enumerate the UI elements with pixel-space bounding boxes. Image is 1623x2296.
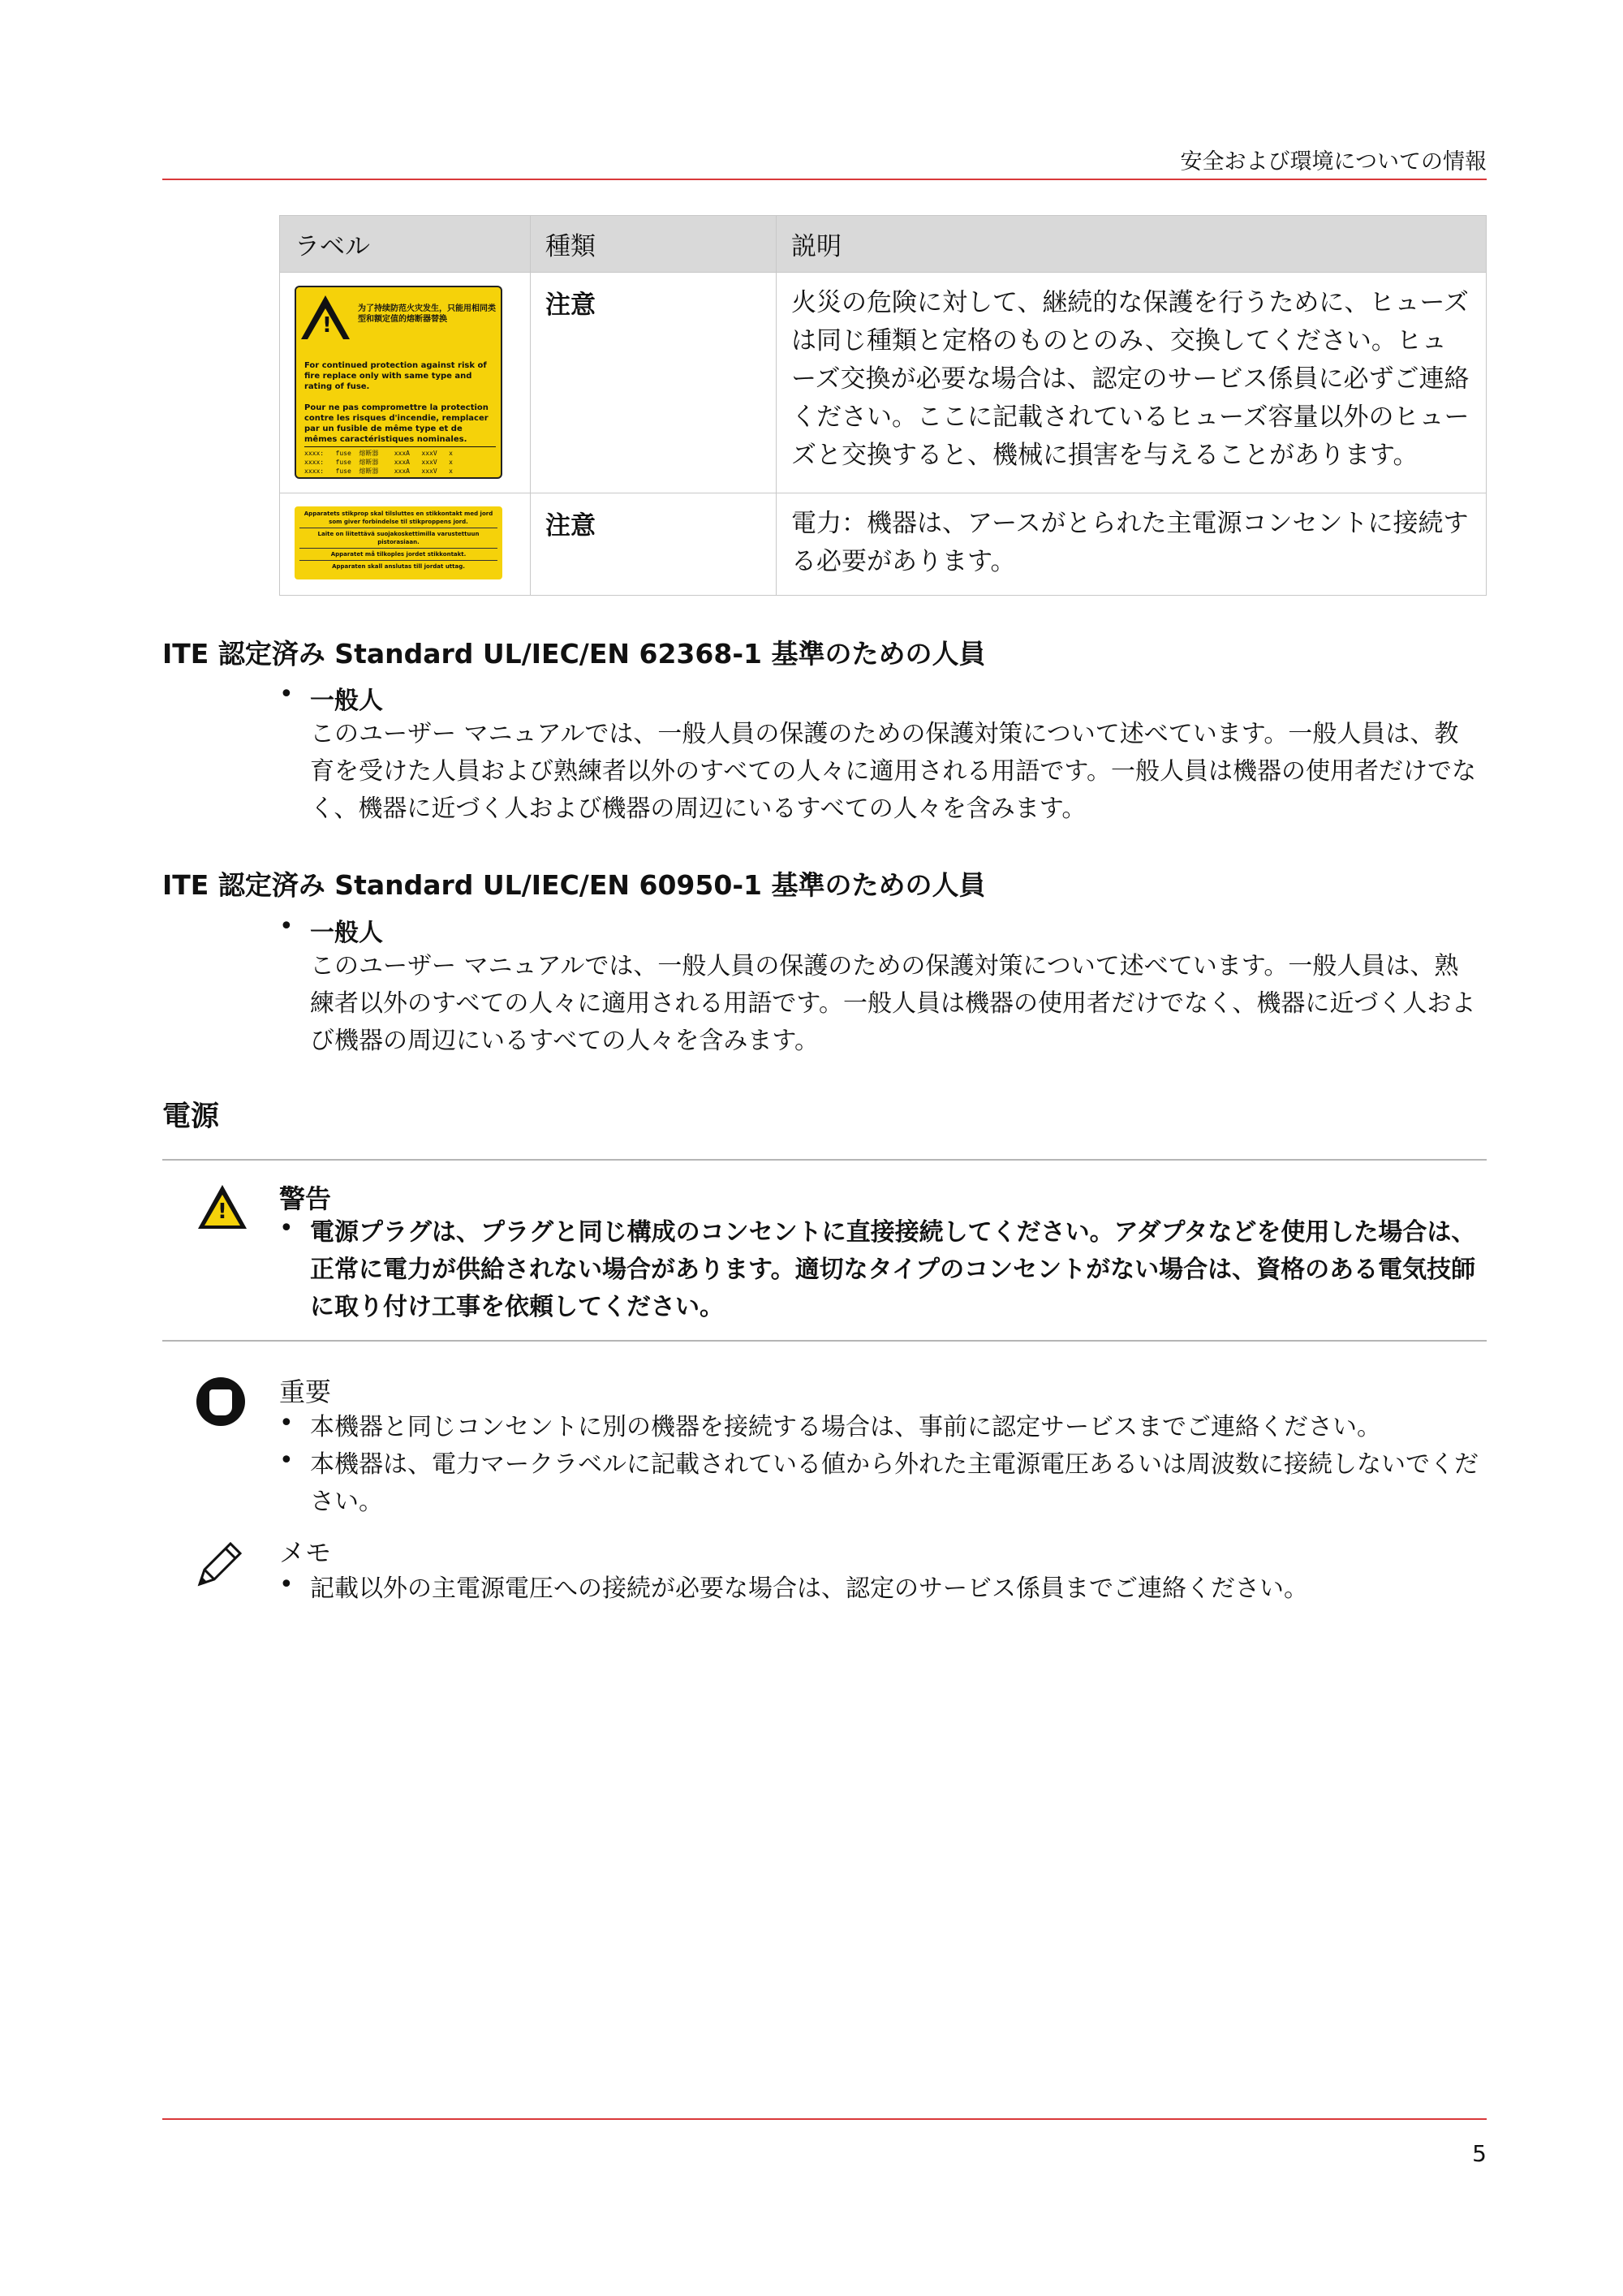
section-heading-62368: ITE 認定済み Standard UL/IEC/EN 62368-1 基準のための人員: [162, 638, 986, 670]
section-body: このユーザー マニュアルでは、一般人員の保護のための保護対策について述べています。一般人員は、熟練者以外のすべての人々に適用される用語です。一般人員は機器の使用者だけでなく、機器に近づく人および機器の周辺にいるすべての人々を含みます。: [310, 952, 1476, 1055]
important-item: 本機器と同じコンセントに別の機器を接続する場合は、事前に認定サービスまでご連絡ください。: [310, 1413, 1381, 1441]
label-cell: [280, 493, 531, 596]
column-header-label: ラベル: [280, 216, 531, 273]
divider: [162, 1159, 1487, 1161]
label-text-no: Apparatet må tilkoples jordet stikkontakt.: [330, 551, 467, 558]
bullet-dot: •: [279, 1214, 294, 1243]
bullet-dot: •: [279, 1570, 294, 1599]
bullet-dot: •: [279, 1409, 294, 1437]
label-text-cn: 为了持续防范火灾发生，只能用相同类型和额定值的熔断器替换: [358, 304, 496, 324]
label-text-fi: Laite on liitettävä suojakoskettimilla varustettuun pistorasiaan.: [317, 531, 480, 545]
label-text-sv: Apparaten skall anslutas till jordat uttag.: [332, 563, 465, 570]
table-header-row: [280, 216, 1487, 273]
warning-title: 警告: [279, 1183, 332, 1214]
memo-item: 記載以外の主電源電圧への接続が必要な場合は、認定のサービス係員までご連絡ください。: [310, 1574, 1308, 1603]
divider: [162, 1340, 1487, 1342]
bullet-dot: •: [279, 1446, 294, 1475]
bullet-title: 一般人: [310, 687, 383, 715]
table-row: [280, 273, 1487, 493]
bullet-title: 一般人: [310, 919, 383, 947]
type-cell: 注意: [531, 273, 777, 493]
label-fuse-rows: xxxx: fuse 熔断器 xxxA xxxV x xxxx: fuse 熔断器 xxxA xxxV x xxxx: fuse 熔断器 xxxA xxxV x: [304, 450, 453, 475]
bullet-dot: •: [279, 912, 294, 941]
section-body: このユーザー マニュアルでは、一般人員の保護のための保護対策について述べています。一般人員は、教育を受けた人員および熟練者以外のすべての人々に適用される用語です。一般人員は機器の使用者だけでなく、機器に近づく人および機器の周辺にいるすべての人々を含みます。: [310, 720, 1476, 823]
page-header-title: 安全および環境についての情報: [1180, 149, 1487, 174]
label-text-fr: Pour ne pas compromettre la protection contre les risques d'incendie, remplacer par un fusible de même type et de mêmes caractéristiques nominales.: [304, 403, 489, 444]
footer-rule: [162, 2118, 1487, 2120]
important-item: 本機器は、電力マークラベルに記載されている値から外れた主電源電圧あるいは周波数に接続しないでください。: [310, 1450, 1479, 1516]
label-table: [279, 215, 1487, 596]
page-number: 5: [1472, 2140, 1487, 2167]
column-header-type: 種類: [531, 216, 777, 273]
section-heading-60950: ITE 認定済み Standard UL/IEC/EN 60950-1 基準のための人員: [162, 869, 986, 901]
column-header-description: 説明: [777, 216, 1487, 273]
important-title: 重要: [279, 1376, 332, 1407]
memo-title: メモ: [279, 1537, 332, 1568]
description-cell: 電力：機器は、アースがとられた主電源コンセントに接続する必要があります。: [777, 493, 1487, 596]
power-heading: 電源: [162, 1101, 220, 1133]
label-text-da: Apparatets stikprop skal tilsluttes en stikkontakt med jord som giver forbindelse til stikproppens jord.: [304, 510, 493, 525]
header-rule: [162, 179, 1487, 180]
ground-warning-label-image: [295, 506, 502, 579]
description-cell: 火災の危険に対して、継続的な保護を行うために、ヒューズは同じ種類と定格のものとのみ、交換してください。ヒューズ交換が必要な場合は、認定のサービス係員に必ずご連絡ください。ここに記載されているヒューズ容量以外のヒューズと交換すると、機械に損害を与えることがあります。: [777, 273, 1487, 493]
bullet-dot: •: [279, 680, 294, 709]
label-text-en: For continued protection against risk of fire replace only with same type and rating of fuse.: [304, 361, 487, 391]
fuse-warning-label-image: ! 为了持续防范火灾发生，只能用相同类型和额定值的熔断器替换 For continued protection against risk of fire replace only with same type and rating of fuse. Pour ne pas compromettre la protection contre les risques d'incendie, remplacer par un fusible de même type et de mêmes caractéristiques nominales. xxxx: fuse 熔断器 xxxA xxxV x xxxx: fuse 熔断器 xxxA xxxV x xxxx: fuse 熔断器 xxxA xxxV x: [295, 286, 502, 479]
type-cell: 注意: [531, 493, 777, 596]
label-cell: [280, 273, 531, 493]
table-row: [280, 493, 1487, 596]
pencil-icon: [192, 1536, 248, 1592]
warning-text: 電源プラグは、プラグと同じ構成のコンセントに直接接続してください。アダプタなどを使用した場合は、正常に電力が供給されない場合があります。適切なタイプのコンセントがない場合は、資格のある電気技師に取り付け工事を依頼してください。: [310, 1218, 1476, 1321]
